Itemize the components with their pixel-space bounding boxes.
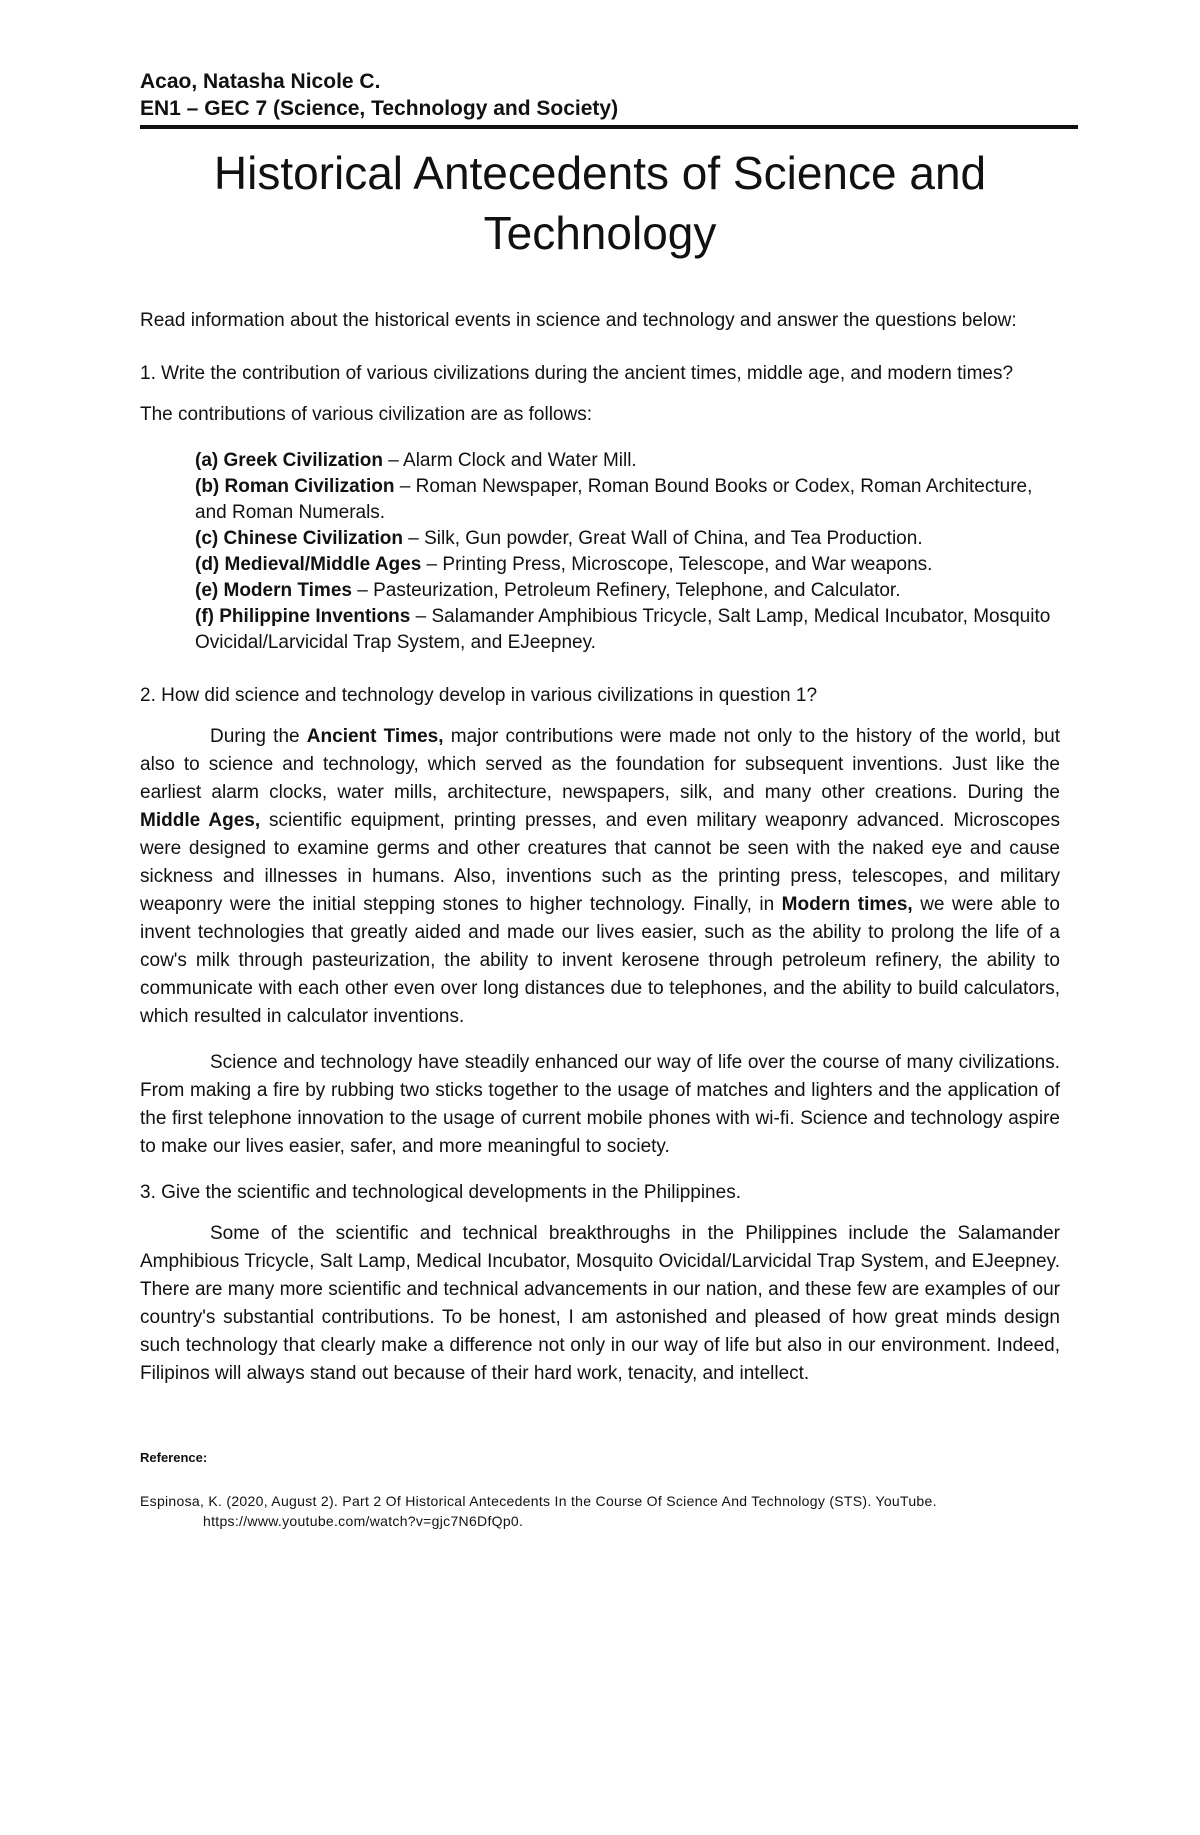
list-item-label: (e) Modern Times <box>195 580 352 601</box>
question-1-lead: The contributions of various civilization are as follows: <box>140 404 592 425</box>
answer-text: scientific equipment, printing presses, and even military weaponry advanced. Microscopes were designed to examine germs and other creatures that cannot be seen with the naked eye and cause sickness and illnesses in humans. Also, inventions such as the printing press, telescopes, and military weaponry were the initial stepping stones to higher technology. Finally, in <box>140 810 1061 915</box>
header-divider <box>140 125 1078 129</box>
list-item-label: (a) Greek Civilization <box>195 450 383 471</box>
author-name: Acao, Natasha Nicole C. <box>140 70 381 93</box>
list-item <box>195 448 1060 474</box>
intro-text: Read information about the historical events in science and technology and answer the questions below: <box>140 310 1017 331</box>
list-item-label: (f) Philippine Inventions <box>195 606 411 627</box>
question-1: 1. Write the contribution of various civilizations during the ancient times, middle age, and modern times? <box>140 363 1014 384</box>
question-3: 3. Give the scientific and technological developments in the Philippines. <box>140 1182 741 1203</box>
answer-text: we were able to invent technologies that greatly aided and made our lives easier, such as the ability to prolong the life of a cow's milk through pasteurization, the ability to invent kerosene through petroleum refinery, the ability to communicate with each other even over long distances due to telephones, and the ability to build calculators, which resulted in calculator inventions. <box>140 894 1060 1027</box>
course-title: EN1 – GEC 7 (Science, Technology and Society) <box>140 97 619 120</box>
page-title: Historical Antecedents of Science and Technology <box>213 147 987 259</box>
answer-2-paragraph-2: Science and technology have steadily enhanced our way of life over the course of many civilizations. From making a fire by rubbing two sticks together to the usage of matches and lighters and the application of the first telephone innovation to the usage of current mobile phones with wi-fi. Science and technology aspire to make our lives easier, safer, and more meaningful to society. <box>140 1052 1060 1157</box>
answer-emphasis: Middle Ages, <box>140 810 261 831</box>
answer-text: major contributions were made not only to the history of the world, but also to science and technology, which served as the foundation for subsequent inventions. Just like the earliest alarm clocks, water mills, architecture, newspapers, silk, and many other creations. During the <box>140 726 1060 803</box>
list-item-label: (c) Chinese Civilization <box>195 528 403 549</box>
list-item <box>195 526 1060 552</box>
list-item-text: – Printing Press, Microscope, Telescope, and War weapons. <box>421 554 933 575</box>
list-item-text: – Roman Newspaper, Roman Bound Books or Codex, Roman Architecture, and Roman Numerals. <box>195 476 1033 523</box>
list-item-label: (d) Medieval/Middle Ages <box>195 554 422 575</box>
answer-emphasis: Ancient Times, <box>306 726 444 747</box>
list-item-text: – Salamander Amphibious Tricycle, Salt Lamp, Medical Incubator, Mosquito Ovicidal/Larvicidal Trap System, and EJeepney. <box>195 606 1051 653</box>
answer-3-paragraph: Some of the scientific and technical breakthroughs in the Philippines include the Salamander Amphibious Tricycle, Salt Lamp, Medical Incubator, Mosquito Ovicidal/Larvicidal Trap System, and EJeepney. There are many more scientific and technical advancements in our nation, and these few are examples of our country's substantial contributions. To be honest, I am astonished and pleased of how great minds design such technology that clearly make a difference not only in our way of life but also in our environment. Indeed, Filipinos will always stand out because of their hard work, tenacity, and intellect. <box>140 1223 1060 1384</box>
list-item <box>195 604 1060 656</box>
list-item-text: – Pasteurization, Petroleum Refinery, Telephone, and Calculator. <box>351 580 901 601</box>
list-item-label: (b) Roman Civilization <box>195 476 395 497</box>
contribution-list <box>195 448 1060 656</box>
answer-emphasis: Modern times, <box>781 894 913 915</box>
list-item-text: – Silk, Gun powder, Great Wall of China, and Tea Production. <box>402 528 923 549</box>
question-2: 2. How did science and technology develop in various civilizations in question 1? <box>140 685 818 706</box>
list-item <box>195 552 1060 578</box>
reference-label: Reference: <box>140 1450 208 1465</box>
list-item <box>195 578 1060 604</box>
answer-text: During the <box>210 726 307 747</box>
list-item <box>195 474 1060 526</box>
reference-entry: Espinosa, K. (2020, August 2). Part 2 Of Historical Antecedents In the Course Of Science And Technology (STS). YouTube. https://www.youtube.com/watch?v=gjc7N6DfQp0. <box>140 1493 937 1529</box>
answer-2-paragraph-1 <box>140 723 1060 1031</box>
list-item-text: – Alarm Clock and Water Mill. <box>382 450 637 471</box>
